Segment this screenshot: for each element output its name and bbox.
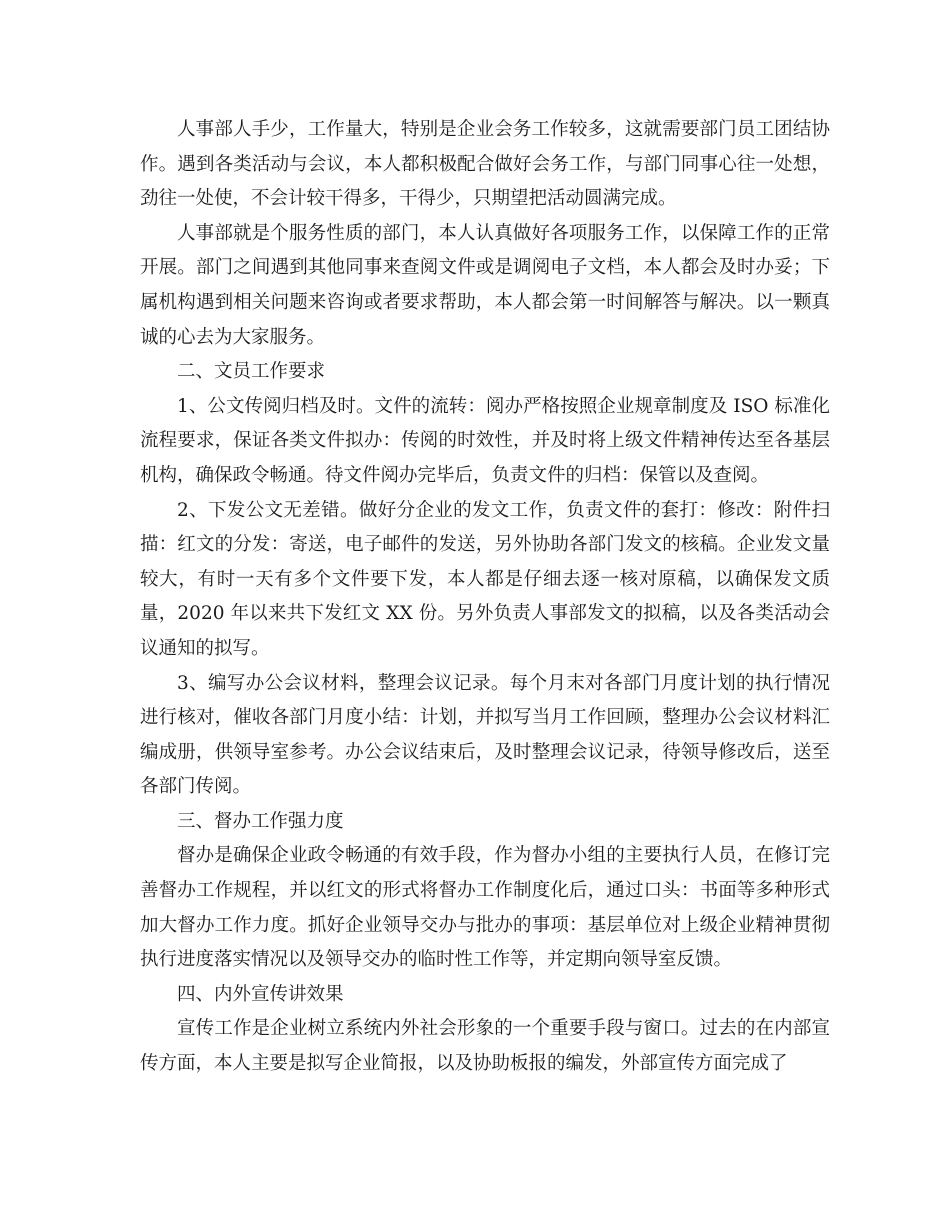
paragraph-supervision: 督办是确保企业政令畅通的有效手段，作为督办小组的主要执行人员，在修订完善督办工作规程，并以红文的形式将督办工作制度化后，通过口头：书面等多种形式加大督办工作力度。抓好企业领导交办与批办的事项：基层单位对上级企业精神贯彻执行进度落实情况以及领导交办的临时性工作等，并定期向领导室反馈。: [140, 845, 830, 971]
section-heading-supervision: 三、督办工作强力度: [177, 810, 344, 832]
paragraph-service: 人事部就是个服务性质的部门，本人认真做好各项服务工作，以保障工作的正常开展。部门之间遇到其他同事来查阅文件或是调阅电子文档，本人都会及时办妥；下属机构遇到相关问题来咨询或者要求帮助，本人都会第一时间解答与解决。以一颗真诚的心去为大家服务。: [140, 222, 830, 348]
paragraph-teamwork: 人事部人手少，工作量大，特别是企业会务工作较多，这就需要部门员工团结协作。遇到各类活动与会议，本人都积极配合做好会务工作，与部门同事心往一处想，劲往一处使，不会计较干得多，干得少，只期望把活动圆满完成。: [140, 119, 830, 210]
paragraph-item-2-dispatch: 2、下发公文无差错。做好分企业的发文工作，负责文件的套打：修改：附件扫描：红文的分发：寄送，电子邮件的发送，另外协助各部门发文的核稿。企业发文量较大，有时一天有多个文件要下发，本人都是仔细去逐一核对原稿，以确保发文质量，2020 年以来共下发红文 XX 份。另外负责人事部发文的拟稿，以及各类活动会议通知的拟写。: [140, 499, 830, 659]
paragraph-publicity: 宣传工作是企业树立系统内外社会形象的一个重要手段与窗口。过去的在内部宣传方面，本人主要是拟写企业简报，以及协助板报的编发，外部宣传方面完成了: [140, 1018, 830, 1075]
section-heading-publicity: 四、内外宣传讲效果: [177, 983, 344, 1005]
document-body: [140, 113, 830, 1082]
paragraph-item-1-filing: 1、公文传阅归档及时。文件的流转：阅办严格按照企业规章制度及 ISO 标准化流程要求，保证各类文件拟办：传阅的时效性，并及时将上级文件精神传达至各基层机构，确保政令畅通。待文件阅办完毕后，负责文件的归档：保管以及查阅。: [140, 395, 830, 486]
paragraph-item-3-meeting-materials: 3、编写办公会议材料，整理会议记录。每个月末对各部门月度计划的执行情况进行核对，催收各部门月度小结：计划，并拟写当月工作回顾，整理办公会议材料汇编成册，供领导室参考。办公会议结束后，及时整理会议记录，待领导修改后，送至各部门传阅。: [140, 672, 830, 798]
section-heading-clerk-requirements: 二、文员工作要求: [177, 361, 326, 383]
